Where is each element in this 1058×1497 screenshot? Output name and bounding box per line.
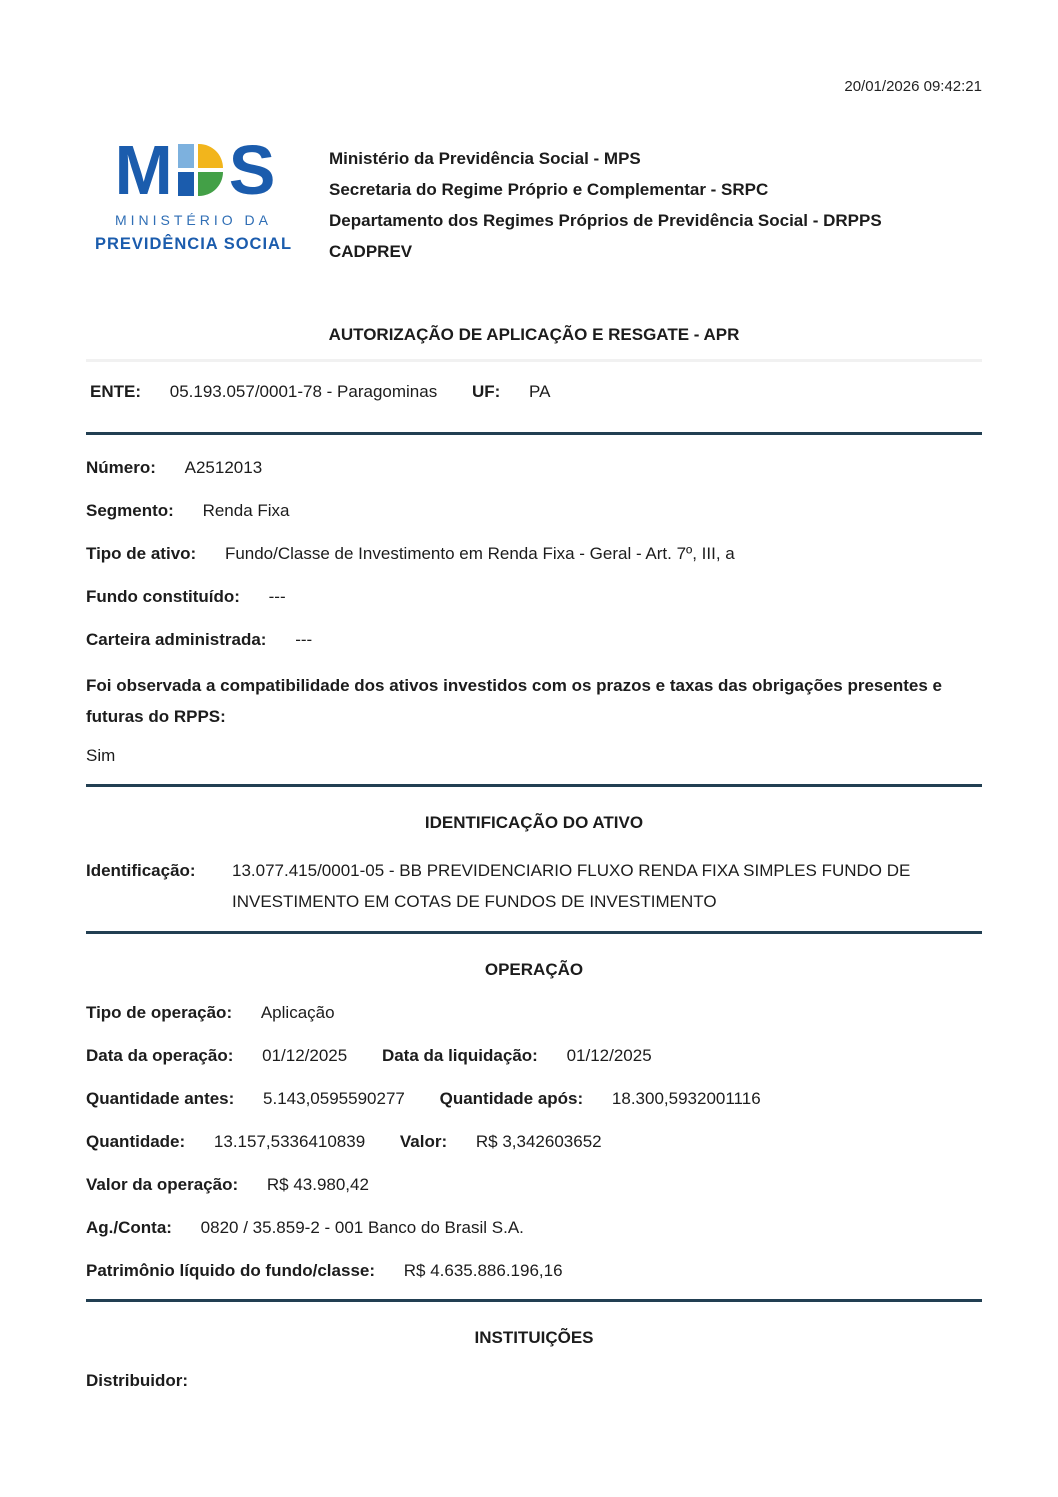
field-carteira-administrada bbox=[86, 630, 982, 650]
field-quantidades-antes-apos bbox=[86, 1089, 982, 1109]
fundo-constituido-label: Fundo constituído: bbox=[86, 587, 240, 606]
field-ente bbox=[86, 362, 982, 432]
data-da-liquidacao-value: 01/12/2025 bbox=[566, 1046, 652, 1065]
mps-logo-p-green-quarter bbox=[198, 172, 223, 196]
ministry-header bbox=[329, 141, 882, 267]
quantidade-value: 13.157,5336410839 bbox=[213, 1132, 366, 1151]
segmento-label: Segmento: bbox=[86, 501, 174, 520]
quantidade-antes-label: Quantidade antes: bbox=[86, 1089, 235, 1108]
mps-logo-p-blue-square bbox=[178, 172, 194, 196]
numero-label: Número: bbox=[86, 458, 156, 477]
field-datas bbox=[86, 1046, 982, 1066]
ente-label: ENTE: bbox=[90, 382, 141, 401]
field-distribuidor bbox=[86, 1371, 982, 1391]
data-da-operacao-label: Data da operação: bbox=[86, 1046, 234, 1065]
compatibilidade-value: Sim bbox=[86, 746, 116, 765]
field-tipo-de-ativo bbox=[86, 544, 982, 564]
mps-logo-wordmark bbox=[114, 131, 273, 209]
distribuidor-label: Distribuidor: bbox=[86, 1371, 188, 1390]
patrimonio-liquido-label: Patrimônio líquido do fundo/classe: bbox=[86, 1261, 376, 1280]
divider-dark bbox=[86, 784, 982, 787]
field-valor-da-operacao bbox=[86, 1175, 982, 1195]
data-da-operacao-value: 01/12/2025 bbox=[262, 1046, 348, 1065]
quantidade-label: Quantidade: bbox=[86, 1132, 186, 1151]
brand-row bbox=[86, 131, 982, 267]
section-title-instituicoes: INSTITUIÇÕES bbox=[474, 1328, 594, 1347]
document-title: AUTORIZAÇÃO DE APLICAÇÃO E RESGATE - APR bbox=[328, 325, 740, 344]
uf-value: PA bbox=[529, 382, 551, 401]
tipo-de-operacao-value: Aplicação bbox=[260, 1003, 335, 1022]
tipo-de-ativo-label: Tipo de ativo: bbox=[86, 544, 197, 563]
mps-logo-letter-s: S bbox=[228, 131, 273, 209]
print-timestamp: 20/01/2026 09:42:21 bbox=[844, 78, 982, 95]
header-line-cadprev: CADPREV bbox=[329, 242, 413, 261]
fundo-constituido-value: --- bbox=[268, 587, 286, 606]
uf-label: UF: bbox=[471, 382, 501, 401]
identificacao-label: Identificação: bbox=[86, 861, 196, 880]
divider-dark bbox=[86, 931, 982, 934]
header-line-ministerio: Ministério da Previdência Social - MPS bbox=[329, 149, 641, 168]
divider-dark bbox=[86, 432, 982, 435]
mps-logo-p-lightblue-square bbox=[178, 144, 194, 168]
valor-da-operacao-label: Valor da operação: bbox=[86, 1175, 239, 1194]
data-da-liquidacao-label: Data da liquidação: bbox=[381, 1046, 538, 1065]
carteira-administrada-label: Carteira administrada: bbox=[86, 630, 267, 649]
mps-logo bbox=[86, 131, 301, 254]
field-patrimonio-liquido bbox=[86, 1261, 982, 1281]
tipo-de-ativo-value: Fundo/Classe de Investimento em Renda Fixa - Geral - Art. 7º, III, a bbox=[224, 544, 735, 563]
field-segmento bbox=[86, 501, 982, 521]
valor-label: Valor: bbox=[399, 1132, 448, 1151]
divider-dark bbox=[86, 1299, 982, 1302]
ag-conta-label: Ag./Conta: bbox=[86, 1218, 172, 1237]
field-tipo-de-operacao bbox=[86, 1003, 982, 1023]
quantidade-apos-value: 18.300,5932001116 bbox=[611, 1089, 761, 1108]
valor-value: R$ 3,342603652 bbox=[475, 1132, 602, 1151]
field-compatibilidade bbox=[86, 670, 982, 732]
quantidade-antes-value: 5.143,0595590277 bbox=[263, 1089, 405, 1108]
mps-logo-letter-m: M bbox=[114, 131, 170, 209]
quantidade-apos-label: Quantidade após: bbox=[439, 1089, 584, 1108]
ente-value: 05.193.057/0001-78 - Paragominas bbox=[169, 382, 438, 401]
mps-logo-subtitle-1: MINISTÉRIO DA bbox=[114, 212, 272, 228]
section-title-operacao: OPERAÇÃO bbox=[484, 960, 584, 979]
document-page bbox=[86, 0, 982, 1391]
numero-value: A2512013 bbox=[184, 458, 263, 477]
ag-conta-value: 0820 / 35.859-2 - 001 Banco do Brasil S.A. bbox=[200, 1218, 524, 1237]
mps-logo-p-yellow-quarter bbox=[198, 144, 223, 168]
header-line-departamento: Departamento dos Regimes Próprios de Previdência Social - DRPPS bbox=[329, 211, 882, 230]
carteira-administrada-value: --- bbox=[295, 630, 313, 649]
mps-logo-subtitle-2: PREVIDÊNCIA SOCIAL bbox=[94, 235, 293, 253]
segmento-value: Renda Fixa bbox=[202, 501, 290, 520]
header-line-secretaria: Secretaria do Regime Próprio e Complementar - SRPC bbox=[329, 180, 769, 199]
tipo-de-operacao-label: Tipo de operação: bbox=[86, 1003, 233, 1022]
field-quantidade-valor bbox=[86, 1132, 982, 1152]
field-ag-conta bbox=[86, 1218, 982, 1238]
field-identificacao bbox=[86, 855, 982, 917]
identificacao-value: 13.077.415/0001-05 - BB PREVIDENCIARIO FLUXO RENDA FIXA SIMPLES FUNDO DE INVESTIMENTO EM COTAS DE FUNDOS DE INVESTIMENTO bbox=[232, 861, 911, 911]
mps-logo-p-icon bbox=[178, 144, 223, 196]
patrimonio-liquido-value: R$ 4.635.886.196,16 bbox=[403, 1261, 563, 1280]
section-title-identificacao-do-ativo: IDENTIFICAÇÃO DO ATIVO bbox=[424, 813, 644, 832]
field-numero bbox=[86, 458, 982, 478]
valor-da-operacao-value: R$ 43.980,42 bbox=[266, 1175, 369, 1194]
compatibilidade-label: Foi observada a compatibilidade dos ativos investidos com os prazos e taxas das obrigações presentes e futuras do RPPS: bbox=[86, 676, 942, 726]
field-fundo-constituido bbox=[86, 587, 982, 607]
